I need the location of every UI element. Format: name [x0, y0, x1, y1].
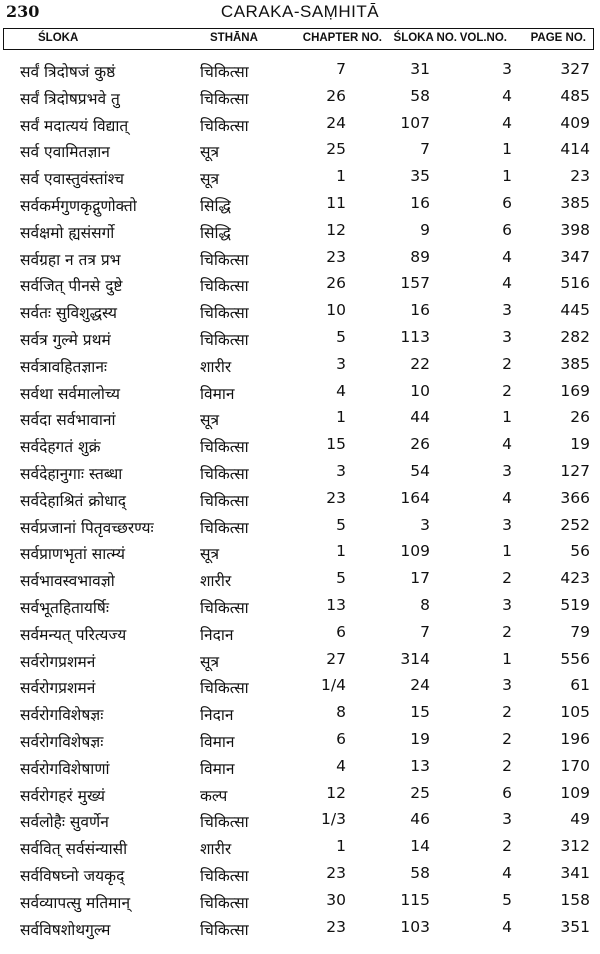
volume-number: 3: [502, 327, 512, 346]
chapter-number: 5: [336, 515, 346, 534]
sthana-text: चिकित्सा: [200, 277, 249, 296]
sloka-number: 19: [410, 729, 430, 748]
sloka-number: 17: [410, 569, 430, 588]
sloka-text: सर्वजित् पीनसे दुष्टे: [20, 277, 123, 296]
table-row: [0, 672, 600, 699]
sthana-text: सूत्र: [200, 143, 220, 162]
sloka-text: सर्वविषशोथगुल्म: [20, 920, 111, 939]
table-row: [0, 699, 600, 726]
sloka-number: 31: [410, 60, 430, 78]
sthana-text: विमान: [200, 732, 235, 751]
table-row: [0, 458, 600, 485]
chapter-number: 4: [336, 756, 346, 775]
sloka-number: 35: [410, 167, 430, 186]
page-number-cell: 423: [560, 569, 590, 588]
sloka-text: सर्वरोगहरं मुख्यं: [20, 786, 106, 805]
sloka-text: सर्वप्राणभृतां सात्म्यं: [20, 545, 125, 564]
sthana-text: चिकित्सा: [200, 89, 249, 108]
volume-number: 1: [502, 649, 512, 668]
sthana-text: सिद्धि: [200, 196, 231, 215]
sloka-text: सर्वरोगप्रशमनं: [20, 652, 96, 671]
page-number-cell: 327: [560, 60, 590, 78]
sloka-number: 58: [410, 863, 430, 882]
chapter-number: 26: [326, 86, 346, 105]
volume-number: 2: [502, 569, 512, 588]
chapter-number: 3: [336, 354, 346, 373]
sthana-text: विमान: [200, 759, 235, 778]
chapter-number: 15: [326, 435, 346, 454]
page-number-cell: 385: [560, 354, 590, 373]
sloka-number: 157: [400, 274, 430, 293]
sthana-text: चिकित्सा: [200, 813, 249, 832]
page-number-cell: 366: [560, 488, 590, 507]
sthana-text: चिकित्सा: [200, 893, 249, 912]
volume-number: 4: [502, 435, 512, 454]
sloka-text: सर्वथा सर्वमालोच्य: [20, 384, 120, 403]
sloka-text: सर्वमन्यत् परित्यज्य: [20, 625, 127, 644]
chapter-number: 12: [326, 783, 346, 802]
chapter-number: 13: [326, 595, 346, 614]
volume-number: 1: [502, 140, 512, 159]
sthana-text: चिकित्सा: [200, 464, 249, 483]
chapter-number: 1/3: [321, 810, 346, 829]
chapter-number: 23: [326, 488, 346, 507]
sloka-number: 89: [410, 247, 430, 266]
sloka-number: 113: [400, 327, 430, 346]
sloka-number: 24: [410, 676, 430, 695]
volume-number: 2: [502, 756, 512, 775]
sloka-number: 25: [410, 783, 430, 802]
table-row: [0, 270, 600, 297]
page-number-cell: 19: [570, 435, 590, 454]
page-number-cell: 282: [560, 327, 590, 346]
sloka-number: 109: [400, 542, 430, 561]
table-row: [0, 914, 600, 941]
chapter-number: 3: [336, 461, 346, 480]
sloka-text: सर्वत्रावहितज्ञानः: [20, 357, 108, 376]
sthana-text: निदान: [200, 625, 234, 644]
page-number-cell: 516: [560, 274, 590, 293]
sloka-number: 7: [420, 622, 430, 641]
sloka-number: 314: [400, 649, 430, 668]
chapter-number: 1: [336, 837, 346, 856]
page-number-cell: 351: [560, 917, 590, 936]
sloka-text: सर्वव्यापत्सु मतिमान्: [20, 893, 131, 912]
sloka-number: 46: [410, 810, 430, 829]
volume-number: 2: [502, 837, 512, 856]
sloka-number: 15: [410, 703, 430, 722]
page-number-cell: 158: [560, 890, 590, 909]
chapter-number: 12: [326, 220, 346, 239]
sthana-text: चिकित्सा: [200, 491, 249, 510]
page-number-cell: 169: [560, 381, 590, 400]
sloka-text: सर्वदेहाश्रितं क्रोधाद्: [20, 491, 127, 510]
chapter-number: 24: [326, 113, 346, 132]
sloka-text: सर्वविषघ्नो जयकृद्: [20, 866, 125, 885]
table-row: [0, 110, 600, 137]
chapter-number: 6: [336, 729, 346, 748]
sloka-number: 44: [410, 408, 430, 427]
table-row: [0, 726, 600, 753]
chapter-number: 26: [326, 274, 346, 293]
volume-number: 2: [502, 703, 512, 722]
sloka-text: सर्वरोगप्रशमनं: [20, 679, 96, 698]
sthana-text: सूत्र: [200, 411, 220, 430]
sthana-text: सूत्र: [200, 170, 220, 189]
sthana-text: सूत्र: [200, 545, 220, 564]
sloka-text: सर्वरोगविशेषज्ञः: [20, 732, 104, 751]
table-row: [0, 565, 600, 592]
sloka-text: सर्वरोगविशेषज्ञः: [20, 706, 104, 725]
sthana-text: चिकित्सा: [200, 679, 249, 698]
table-row: [0, 378, 600, 405]
running-title: CARAKA-SAṂHITĀ: [220, 2, 380, 21]
column-header-page-no: PAGE NO.: [530, 32, 586, 44]
column-header-sloka-no: ŚLOKA NO.: [393, 32, 457, 44]
page-number-cell: 170: [560, 756, 590, 775]
sloka-number: 13: [410, 756, 430, 775]
sthana-text: चिकित्सा: [200, 304, 249, 323]
page-number-cell: 196: [560, 729, 590, 748]
sloka-number: 7: [420, 140, 430, 159]
sthana-text: शारीर: [200, 357, 232, 376]
page-number-cell: 347: [560, 247, 590, 266]
sloka-number: 115: [400, 890, 430, 909]
volume-number: 6: [502, 220, 512, 239]
sloka-number: 107: [400, 113, 430, 132]
page-number-cell: 409: [560, 113, 590, 132]
table-row: [0, 190, 600, 217]
page-number-cell: 519: [560, 595, 590, 614]
sloka-number: 14: [410, 837, 430, 856]
chapter-number: 23: [326, 247, 346, 266]
volume-number: 4: [502, 247, 512, 266]
chapter-number: 4: [336, 381, 346, 400]
page-number-cell: 445: [560, 301, 590, 320]
table-row: [0, 592, 600, 619]
table-row: [0, 887, 600, 914]
sloka-number: 103: [400, 917, 430, 936]
sloka-number: 58: [410, 86, 430, 105]
sthana-text: चिकित्सा: [200, 518, 249, 537]
sthana-text: सूत्र: [200, 652, 220, 671]
column-header-sthana: STHĀNA: [210, 32, 258, 44]
sthana-text: चिकित्सा: [200, 866, 249, 885]
sthana-text: चिकित्सा: [200, 250, 249, 269]
chapter-number: 1: [336, 542, 346, 561]
chapter-number: 23: [326, 917, 346, 936]
chapter-number: 6: [336, 622, 346, 641]
page-number-cell: 556: [560, 649, 590, 668]
page-number-cell: 109: [560, 783, 590, 802]
table-row: [0, 860, 600, 887]
sloka-text: सर्वदेहगतं शुक्रं: [20, 438, 101, 457]
volume-number: 6: [502, 193, 512, 212]
sloka-text: सर्वभूतहितायर्षिः: [20, 598, 110, 617]
page-number-cell: 56: [570, 542, 590, 561]
table-row: [0, 351, 600, 378]
table-row: [0, 244, 600, 271]
column-header-chapter-no: CHAPTER NO.: [302, 32, 382, 44]
table-row: [0, 136, 600, 163]
sloka-text: सर्वग्रहा न तत्र प्रभ: [20, 250, 121, 269]
sloka-text: सर्वक्षमो ह्यसंसर्गो: [20, 223, 115, 242]
sloka-text: सर्वकर्मगुणकृद्गुणोक्तो: [20, 196, 137, 215]
sloka-number: 10: [410, 381, 430, 400]
volume-number: 6: [502, 783, 512, 802]
page-number: 230: [6, 2, 40, 21]
sthana-text: चिकित्सा: [200, 438, 249, 457]
sthana-text: चिकित्सा: [200, 116, 249, 135]
sthana-text: शारीर: [200, 572, 232, 591]
table-row: [0, 83, 600, 110]
sthana-text: निदान: [200, 706, 234, 725]
sthana-text: शारीर: [200, 840, 232, 859]
sloka-text: सर्वतः सुविशुद्धस्य: [20, 304, 118, 323]
sthana-text: चिकित्सा: [200, 63, 249, 81]
page-number-cell: 127: [560, 461, 590, 480]
sloka-number: 164: [400, 488, 430, 507]
sloka-text: सर्वरोगविशेषाणां: [20, 759, 110, 778]
volume-number: 3: [502, 461, 512, 480]
sloka-text: सर्वप्रजानां पितृवच्छरण्यः: [20, 518, 154, 537]
chapter-number: 5: [336, 327, 346, 346]
sloka-text: सर्वदा सर्वभावानां: [20, 411, 116, 430]
sloka-number: 8: [420, 595, 430, 614]
chapter-number: 11: [326, 193, 346, 212]
column-header-vol-no: VOL.NO.: [459, 32, 507, 44]
page-number-cell: 26: [570, 408, 590, 427]
table-row: [0, 619, 600, 646]
sloka-text: सर्व एवास्तुवंस्तांश्च: [20, 170, 125, 189]
sloka-text: सर्वं त्रिदोषजं कुष्ठं: [20, 63, 116, 81]
volume-number: 2: [502, 354, 512, 373]
sthana-text: चिकित्सा: [200, 598, 249, 617]
volume-number: 3: [502, 595, 512, 614]
volume-number: 4: [502, 863, 512, 882]
chapter-number: 1/4: [321, 676, 346, 695]
page-number-cell: 252: [560, 515, 590, 534]
volume-number: 3: [502, 301, 512, 320]
index-table: [0, 56, 600, 940]
chapter-number: 30: [326, 890, 346, 909]
sloka-number: 54: [410, 461, 430, 480]
page-number-cell: 341: [560, 863, 590, 882]
volume-number: 2: [502, 381, 512, 400]
chapter-number: 23: [326, 863, 346, 882]
chapter-number: 8: [336, 703, 346, 722]
page-number-cell: 23: [570, 167, 590, 186]
column-header-row: [3, 28, 594, 50]
page-number-cell: 312: [560, 837, 590, 856]
sthana-text: चिकित्सा: [200, 330, 249, 349]
table-row: [0, 538, 600, 565]
page-number-cell: 485: [560, 86, 590, 105]
volume-number: 5: [502, 890, 512, 909]
volume-number: 4: [502, 86, 512, 105]
sloka-text: सर्वं त्रिदोषप्रभवे तु: [20, 89, 120, 108]
volume-number: 2: [502, 729, 512, 748]
volume-number: 3: [502, 60, 512, 78]
volume-number: 3: [502, 810, 512, 829]
table-row: [0, 833, 600, 860]
table-row: [0, 324, 600, 351]
table-row: [0, 485, 600, 512]
sloka-text: सर्वलोहैः सुवर्णेन: [20, 813, 109, 832]
chapter-number: 1: [336, 167, 346, 186]
page-number-cell: 398: [560, 220, 590, 239]
page-number-cell: 414: [560, 140, 590, 159]
sloka-number: 26: [410, 435, 430, 454]
table-row: [0, 297, 600, 324]
page-number-cell: 49: [570, 810, 590, 829]
chapter-number: 10: [326, 301, 346, 320]
sthana-text: विमान: [200, 384, 235, 403]
table-row: [0, 512, 600, 539]
volume-number: 4: [502, 113, 512, 132]
table-row: [0, 806, 600, 833]
table-row: [0, 217, 600, 244]
sloka-text: सर्वदेहानुगाः स्तब्धा: [20, 464, 123, 483]
volume-number: 4: [502, 917, 512, 936]
volume-number: 1: [502, 408, 512, 427]
chapter-number: 1: [336, 408, 346, 427]
chapter-number: 7: [336, 60, 346, 78]
sloka-text: सर्वं मदात्ययं विद्यात्: [20, 116, 129, 135]
chapter-number: 5: [336, 569, 346, 588]
sthana-text: चिकित्सा: [200, 920, 249, 939]
volume-number: 1: [502, 167, 512, 186]
sloka-number: 3: [420, 515, 430, 534]
sloka-text: सर्वत्र गुल्मे प्रथमं: [20, 330, 111, 349]
column-header-sloka: ŚLOKA: [38, 32, 79, 44]
volume-number: 4: [502, 488, 512, 507]
table-row: [0, 404, 600, 431]
page-number-cell: 79: [570, 622, 590, 641]
volume-number: 3: [502, 676, 512, 695]
sloka-text: सर्वभावस्वभावज्ञो: [20, 572, 115, 591]
sloka-number: 16: [410, 301, 430, 320]
volume-number: 1: [502, 542, 512, 561]
sloka-text: सर्व एवामितज्ञान: [20, 143, 110, 162]
table-row: [0, 56, 600, 83]
chapter-number: 25: [326, 140, 346, 159]
page-number-cell: 385: [560, 193, 590, 212]
page-header: [0, 0, 600, 26]
table-row: [0, 646, 600, 673]
sthana-text: कल्प: [200, 786, 228, 805]
sloka-number: 16: [410, 193, 430, 212]
sloka-number: 22: [410, 354, 430, 373]
table-row: [0, 753, 600, 780]
table-row: [0, 163, 600, 190]
table-row: [0, 431, 600, 458]
page-number-cell: 105: [560, 703, 590, 722]
volume-number: 2: [502, 622, 512, 641]
chapter-number: 27: [326, 649, 346, 668]
table-row: [0, 780, 600, 807]
sloka-text: सर्ववित् सर्वसंन्यासी: [20, 840, 128, 859]
volume-number: 3: [502, 515, 512, 534]
sloka-number: 9: [420, 220, 430, 239]
page-number-cell: 61: [570, 676, 590, 695]
sthana-text: सिद्धि: [200, 223, 231, 242]
volume-number: 4: [502, 274, 512, 293]
